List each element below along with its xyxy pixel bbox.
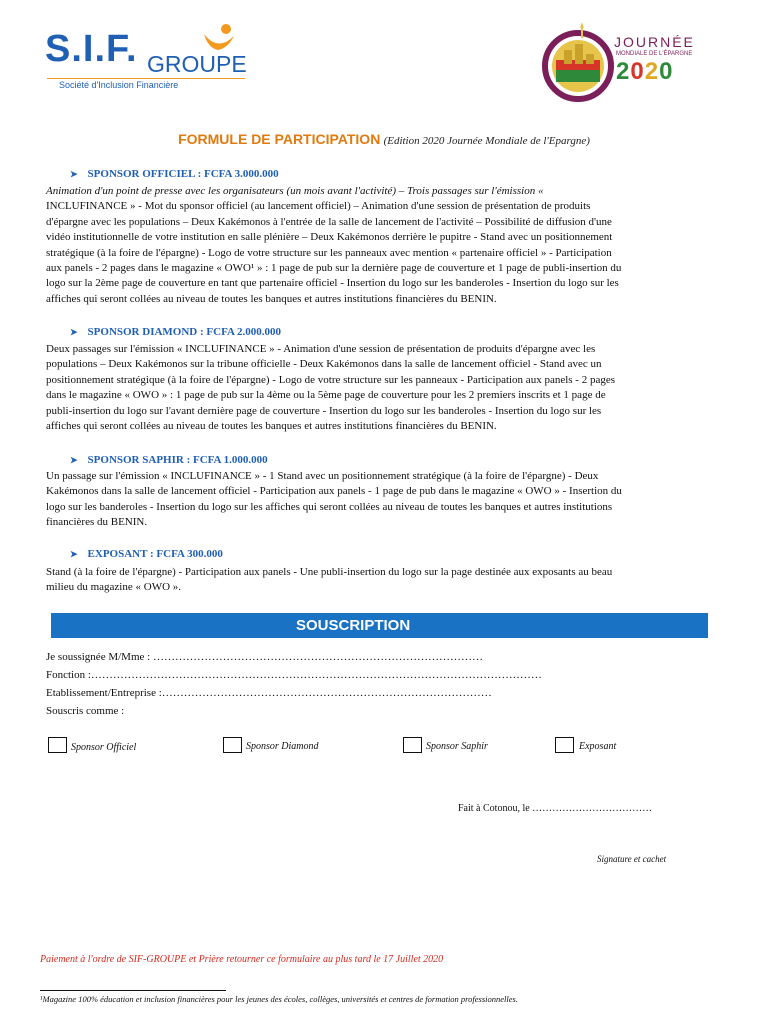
- logo-year-text: 2020: [616, 58, 674, 85]
- text-line: financières du BENIN.: [46, 516, 148, 529]
- title-main: FORMULE DE PARTICIPATION: [178, 131, 381, 147]
- company-field[interactable]: Etablissement/Entreprise :………………………………………………………………………………: [46, 687, 492, 699]
- section-heading-officiel: ➤ SPONSOR OFFICIEL : FCFA 3.000.000: [70, 168, 279, 180]
- globe-emblem-icon: [542, 18, 614, 104]
- logo-tagline: Société d'Inclusion Financière: [59, 80, 179, 90]
- text-line: publi-insertion du logo sur l'avant dernière page de couverture - Insertion du logo sur les banderoles - Insertion du logo sur les: [46, 404, 602, 417]
- logo-groupe-text: GROUPE: [147, 51, 247, 77]
- text-line: Animation d'un point de presse avec les organisateurs (un mois avant l'activité) – Trois passages sur l'émission «: [46, 185, 544, 197]
- text-line: positionnement stratégique (à la foire de l'épargne) - Logo de votre structure sur les panneaux - Participation aux panels - 2 pages: [46, 373, 616, 386]
- checkbox-label-officiel: Sponsor Officiel: [71, 742, 137, 753]
- subscription-banner-title: SOUSCRIPTION: [296, 617, 411, 634]
- logo-sif-main: S.I.F.: [45, 28, 138, 70]
- text-line: milieu du magazine « OWO ».: [46, 581, 182, 594]
- footnote-separator: [40, 990, 226, 991]
- section-heading-saphir: ➤ SPONSOR SAPHIR : FCFA 1.000.000: [70, 454, 268, 466]
- text-line: logo sur les banderoles - Insertion du logo sur les affiches qui seront collées au niveau de toutes les banques et autres institutions: [46, 500, 613, 513]
- footnote: ¹Magazine 100% éducation et inclusion financières pour les jeunes des écoles, collèges, universités et centres de formation professionnelles.: [40, 994, 518, 1004]
- arrow-bullet-icon: ➤: [70, 327, 78, 337]
- text-line: affiches qui seront collées au niveau de toutes les banques et autres institutions financières du BENIN.: [46, 420, 497, 433]
- place-date-field[interactable]: Fait à Cotonou, le ………………………………: [458, 803, 653, 814]
- title-subtitle: (Edition 2020 Journée Mondiale de l'Epargne): [383, 135, 590, 147]
- logo-divider: [47, 78, 245, 79]
- journee-epargne-logo: [542, 18, 728, 104]
- arrow-bullet-icon: ➤: [70, 169, 78, 179]
- checkbox-label-saphir: Sponsor Saphir: [426, 741, 488, 752]
- checkbox-exposant[interactable]: [555, 737, 574, 753]
- text-line: aux panels - 2 pages dans le magazine « OWO¹ » : 1 page de pub sur la dernière page de couverture et 1 page de publi-insertion du: [46, 262, 622, 275]
- section-heading-exposant: ➤ EXPOSANT : FCFA 300.000: [70, 548, 223, 560]
- sif-groupe-logo: [45, 28, 255, 90]
- name-field[interactable]: Je soussignée M/Mme : ………………………………………………………………………………: [46, 651, 483, 663]
- text-line: d'épargne avec les populations – Deux Kakémonos à l'entrée de la salle de lancement de l'activité – Possibilité de diffusion d'une: [46, 215, 612, 228]
- section-body-diamond: [46, 342, 730, 434]
- text-line: populations – Deux Kakémonos sur la tribune officielle - Deux Kakémonos dans la salle de lancement officiel - Stand avec un: [46, 358, 602, 371]
- checkbox-sponsor-saphir[interactable]: [403, 737, 422, 753]
- signature-label: Signature et cachet: [597, 854, 667, 864]
- logo-mondiale-text: MONDIALE DE L'ÉPARGNE: [616, 51, 693, 57]
- function-field[interactable]: Fonction :……………………………………………………………………………………………………………: [46, 669, 542, 681]
- checkbox-sponsor-officiel[interactable]: [48, 737, 67, 753]
- text-line: dans le magazine « OWO » : 1 page de pub sur la 4ème ou la 5ème page de couverture pour les 2 premiers inscrits et 1 page de: [46, 389, 606, 402]
- section-heading-diamond: ➤ SPONSOR DIAMOND : FCFA 2.000.000: [70, 326, 282, 338]
- section-body-saphir: [46, 469, 730, 531]
- page-title: [0, 131, 768, 148]
- text-line: vidéo institutionnelle de votre institution en salle plénière – Deux Kakémonos derrière le pupitre - Stand avec un positionnement: [46, 231, 613, 244]
- text-line: Kakémonos dans la salle de lancement officiel - Participation aux panels - 1 page de pub dans le magazine « OWO » - Insertion du: [46, 485, 622, 498]
- text-line: INCLUFINANCE » - Mot du sponsor officiel (au lancement officiel) – Animation d'une session de présentation de produits: [46, 200, 591, 213]
- text-line: Deux passages sur l'émission « INCLUFINANCE » - Animation d'une session de présentation de produits d'épargne avec les: [46, 343, 596, 355]
- text-line: stratégique (à la foire de l'épargne) - Logo de votre structure sur les panneaux avec mention « partenaire officiel » - Participation: [46, 246, 612, 259]
- subscribe-as-label: Souscris comme :: [46, 705, 125, 717]
- checkbox-sponsor-diamond[interactable]: [223, 737, 242, 753]
- payment-note: Paiement à l'ordre de SIF-GROUPE et Prière retourner ce formulaire au plus tard le 17 Juillet 2020: [40, 954, 444, 965]
- checkbox-label-exposant: Exposant: [579, 741, 617, 752]
- section-body-officiel: [46, 184, 730, 307]
- arrow-bullet-icon: ➤: [70, 455, 78, 465]
- section-body-exposant: [46, 565, 730, 596]
- logo-journee-text: JOURNÉE: [614, 34, 695, 50]
- arrow-bullet-icon: ➤: [70, 549, 78, 559]
- text-line: logo sur la 2ème page de couverture en tant que partenaire officiel - Insertion du logo sur les banderoles - Insertion du logo sur les: [46, 277, 619, 290]
- text-line: affiches qui seront collées au niveau de toutes les banques et autres institutions financières du BENIN.: [46, 292, 497, 305]
- checkbox-label-diamond: Sponsor Diamond: [246, 741, 319, 752]
- text-line: Un passage sur l'émission « INCLUFINANCE » - 1 Stand avec un positionnement stratégique (à la foire de l'épargne) - Deux: [46, 470, 599, 482]
- text-line: Stand (à la foire de l'épargne) - Participation aux panels - Une publi-insertion du logo sur la page destinée aux exposants au beau: [46, 566, 613, 578]
